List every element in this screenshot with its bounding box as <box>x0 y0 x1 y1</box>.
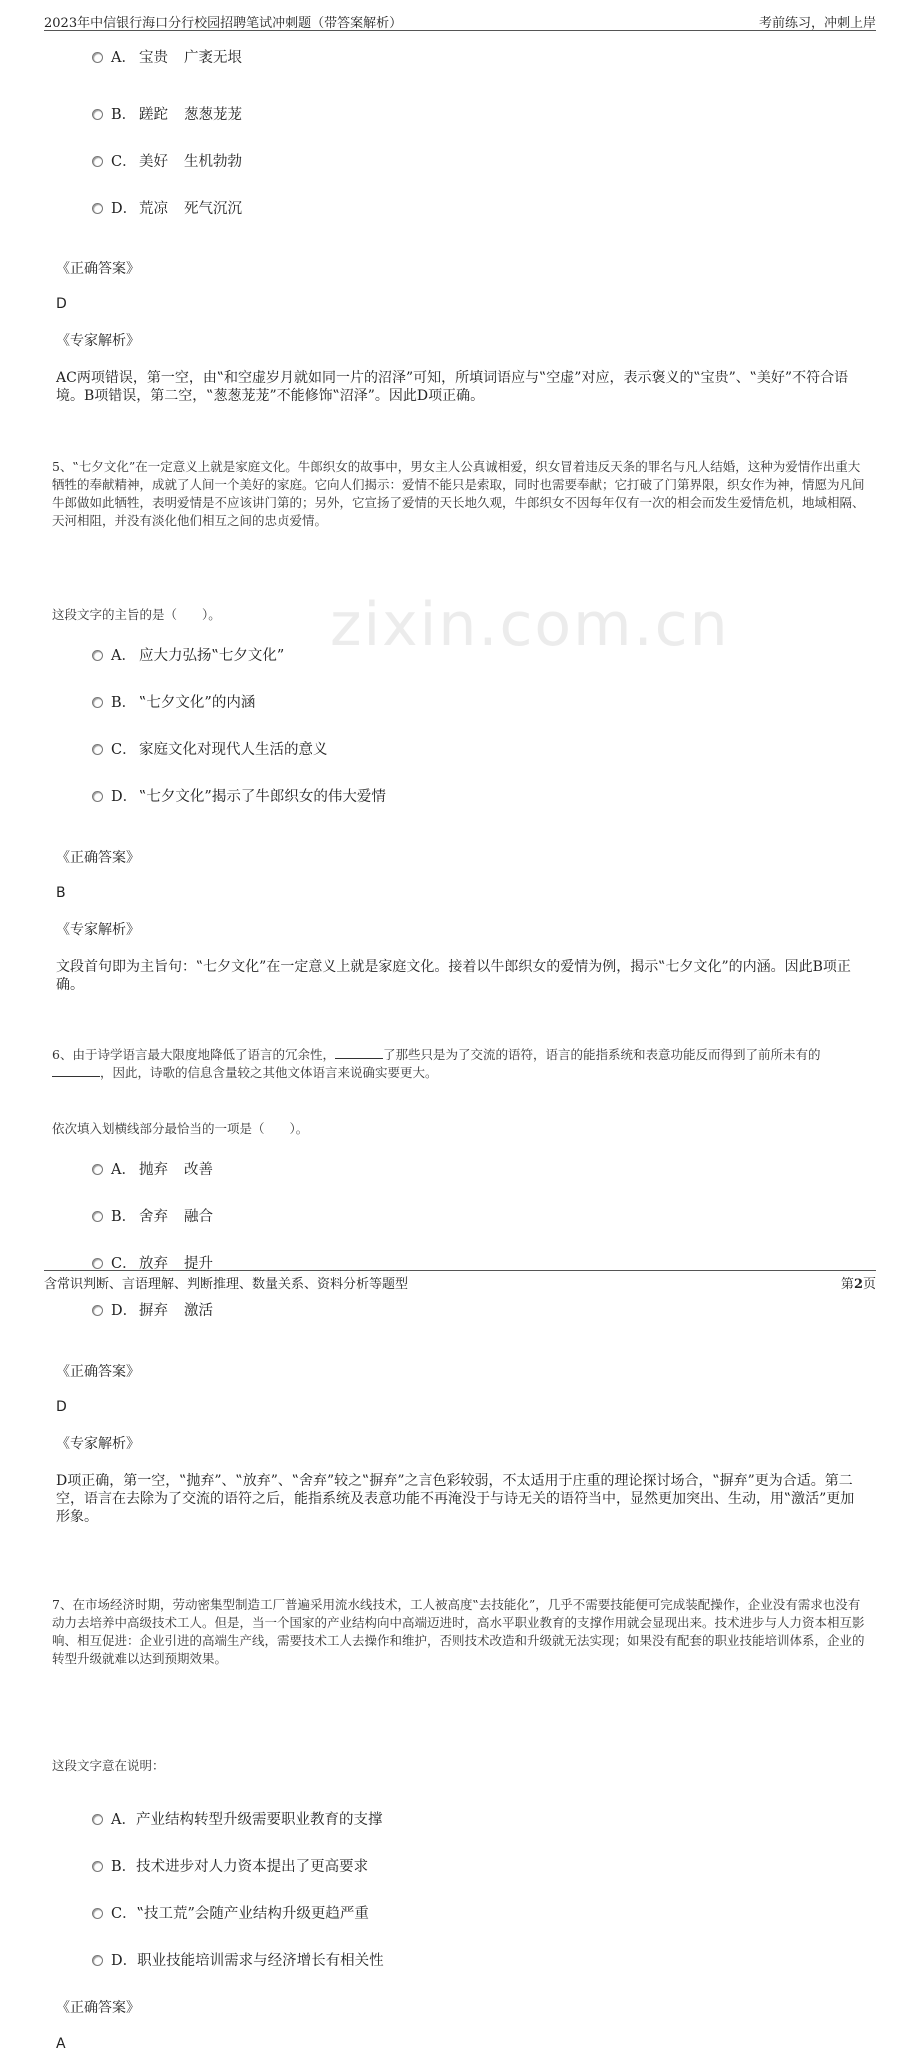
option-b[interactable]: B．技术进步对人力资本提出了更高要求 <box>92 1857 920 1877</box>
option-c[interactable]: C．‟技工荒”会随产业结构升级更趋严重 <box>92 1904 920 1924</box>
answer-label: 《正确答案》 <box>56 1364 140 1380</box>
footer-note: 含常识判断、言语理解、判断推理、数量关系、资料分析等题型 <box>44 1277 409 1292</box>
header-title: 2023年中信银行海口分行校园招聘笔试冲刺题（带答案解析） <box>44 16 403 31</box>
option-d[interactable]: D． 摒弃 激活 <box>92 1301 920 1321</box>
radio-icon[interactable] <box>92 203 103 214</box>
radio-icon[interactable] <box>92 1258 103 1269</box>
page-header <box>44 10 876 31</box>
analysis-label: 《专家解析》 <box>56 922 140 938</box>
option-b[interactable]: B． 舍弃 融合 <box>92 1207 920 1227</box>
radio-icon[interactable] <box>92 791 103 802</box>
blank-1 <box>335 1046 383 1059</box>
option-d[interactable]: D．职业技能培训需求与经济增长有相关性 <box>92 1951 920 1971</box>
watermark: zixin.com.cn <box>330 590 730 660</box>
option-c[interactable]: C． 放弃 提升 <box>92 1254 920 1274</box>
blank-2 <box>52 1064 100 1077</box>
option-a[interactable]: A． 宝贵 广袤无垠 <box>92 48 920 68</box>
option-a[interactable]: A．产业结构转型升级需要职业教育的支撑 <box>92 1810 920 1830</box>
answer-label: 《正确答案》 <box>56 261 140 277</box>
analysis-text: D项正确，第一空，‟抛弃”、‟放弃”、‟舍弃”较之‟摒弃”之言色彩较弱，不太适用于庄重的理论探讨场合，‟摒弃”更为合适。第二空，语言在去除为了交流的语符之后，能指系统及表意功能不再淹没于与诗无关的语符当中，显然更加突出、生动，用‟激活”更加形象。 <box>56 1473 855 1525</box>
radio-icon[interactable] <box>92 1861 103 1872</box>
answer-label: 《正确答案》 <box>56 2000 140 2016</box>
answer-value: D <box>56 1399 67 1415</box>
option-b[interactable]: B． 蹉跎 葱葱茏茏 <box>92 105 920 125</box>
question-prompt: 这段文字的主旨的是（ ）。 <box>52 607 221 622</box>
radio-icon[interactable] <box>92 1211 103 1222</box>
radio-icon[interactable] <box>92 1814 103 1825</box>
analysis-text: AC两项错误，第一空，由‟和空虚岁月就如同一片的沼泽”可知，所填词语应与‟空虚”对应，表示褒义的‟宝贵”、‟美好”不符合语境。B项错误，第二空，‟葱葱茏茏”不能修饰‟沼泽”。因此D项正确。 <box>56 370 849 404</box>
option-a[interactable]: A． 抛弃 改善 <box>92 1160 920 1180</box>
option-c[interactable]: C． 美好 生机勃勃 <box>92 152 920 172</box>
option-d[interactable]: D． 荒凉 死气沉沉 <box>92 199 920 219</box>
option-d[interactable]: D． ‟七夕文化”揭示了牛郎织女的伟大爱情 <box>92 787 920 807</box>
page-number: 第2页 <box>840 1277 876 1292</box>
radio-icon[interactable] <box>92 156 103 167</box>
header-slogan: 考前练习，冲刺上岸 <box>758 16 876 31</box>
answer-value: A <box>56 2036 66 2052</box>
answer-value: B <box>56 885 66 901</box>
radio-icon[interactable] <box>92 52 103 63</box>
answer-value: D <box>56 296 67 312</box>
analysis-label: 《专家解析》 <box>56 1436 140 1452</box>
radio-icon[interactable] <box>92 109 103 120</box>
question-stem: 7、在市场经济时期，劳动密集型制造工厂普遍采用流水线技术，工人被高度‟去技能化”，几乎不需要技能便可完成装配操作，企业没有需求也没有动力去培养中高级技术工人。但是，当一个国家的产业结构向中高端迈进时，高水平职业教育的支撑作用就会显现出来。技术进步与人力资本相互影响、相互促进：企业引进的高端生产线，需要技术工人去操作和维护，否则技术改造和升级就无法实现；如果没有配套的职业技能培训体系，企业的转型升级就难以达到预期效果。 <box>52 1597 865 1666</box>
question-prompt: 依次填入划横线部分最恰当的一项是（ ）。 <box>52 1121 309 1136</box>
option-a[interactable]: A． 应大力弘扬‟七夕文化” <box>92 646 920 666</box>
radio-icon[interactable] <box>92 744 103 755</box>
question-prompt: 这段文字意在说明： <box>52 1758 165 1773</box>
answer-label: 《正确答案》 <box>56 850 140 866</box>
question-stem: 5、‟七夕文化”在一定意义上就是家庭文化。牛郎织女的故事中，男女主人公真诚相爱，织女冒着违反天条的罪名与凡人结婚，这种为爱情作出重大牺牲的奉献精神，成就了人间一个美好的家庭。它向人们揭示：爱情不能只是索取，同时也需要奉献；它打破了门第界限，织女作为神，情愿为凡间牛郎做如此牺牲，表明爱情是不应该讲门第的；另外，它宣扬了爱情的天长地久观，牛郎织女不因每年仅有一次的相会而发生爱情危机，地域相隔、天河相阻，并没有淡化他们相互之间的忠贞爱情。 <box>52 459 865 528</box>
analysis-label: 《专家解析》 <box>56 333 140 349</box>
radio-icon[interactable] <box>92 1955 103 1966</box>
radio-icon[interactable] <box>92 697 103 708</box>
analysis-text: 文段首句即为主旨句：‟七夕文化”在一定意义上就是家庭文化。接着以牛郎织女的爱情为例，揭示‟七夕文化”的内涵。因此B项正确。 <box>56 959 851 993</box>
radio-icon[interactable] <box>92 1908 103 1919</box>
radio-icon[interactable] <box>92 1305 103 1316</box>
radio-icon[interactable] <box>92 650 103 661</box>
question-stem: 6、由于诗学语言最大限度地降低了语言的冗余性， 了那些只是为了交流的语符，语言的能指系统和表意功能反而得到了前所未有的，因此，诗歌的信息含量较之其他文体语言来说确实要更大。 <box>52 1047 821 1080</box>
option-b[interactable]: B． ‟七夕文化”的内涵 <box>92 693 920 713</box>
option-c[interactable]: C． 家庭文化对现代人生活的意义 <box>92 740 920 760</box>
radio-icon[interactable] <box>92 1164 103 1175</box>
